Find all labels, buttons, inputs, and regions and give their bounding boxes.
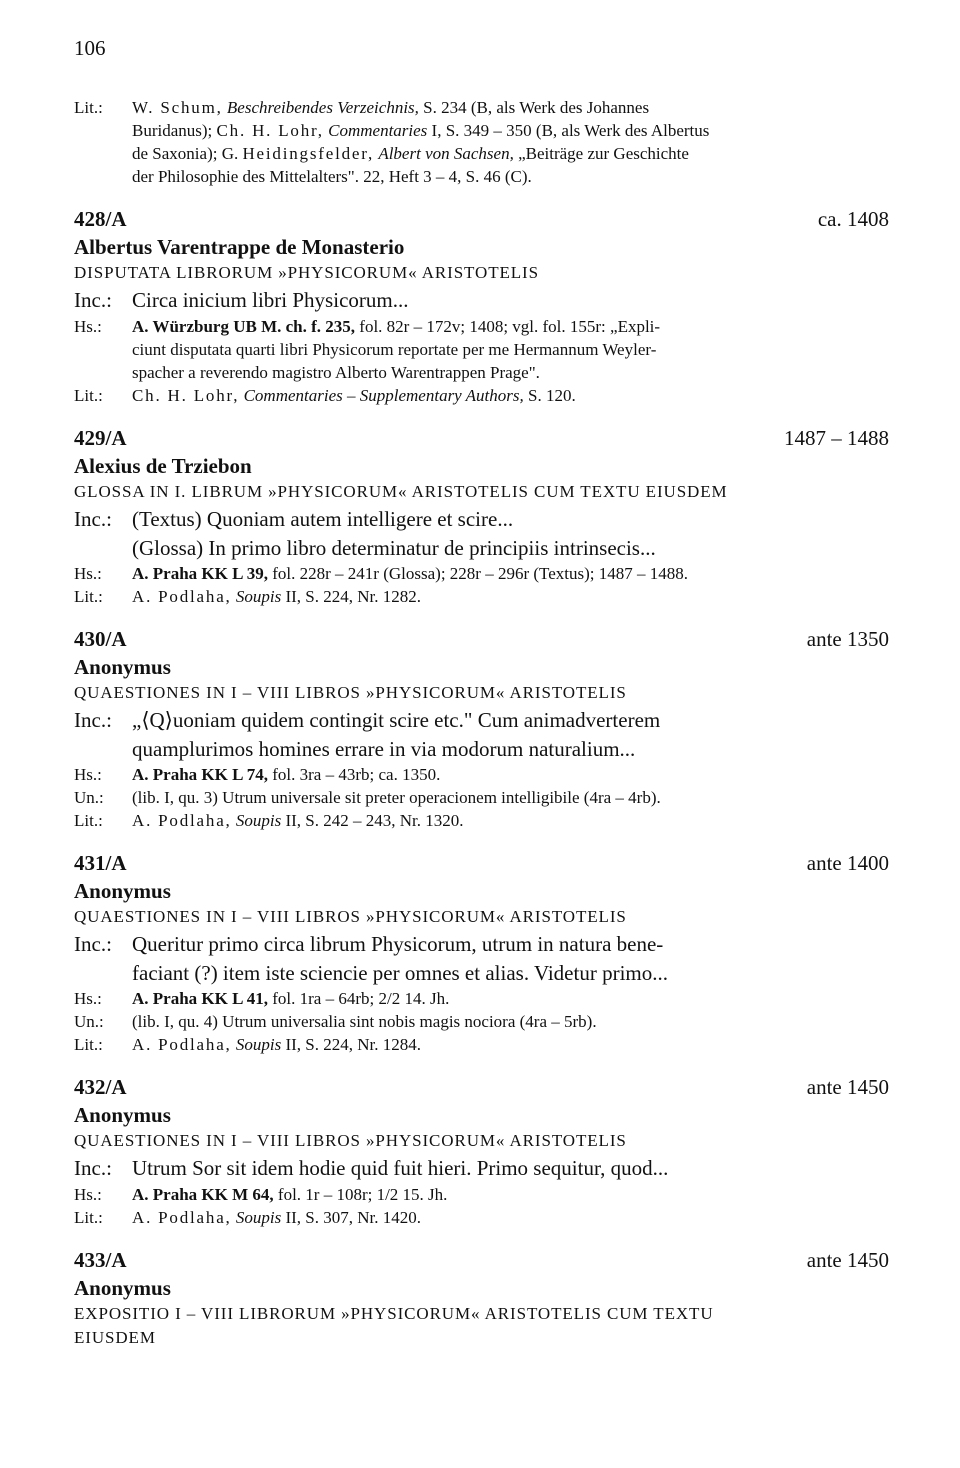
- entry-number: 432/A: [74, 1075, 127, 1099]
- lit-line: [74, 809, 889, 832]
- entry-author: Albertus Varentrappe de Monasterio: [74, 235, 405, 259]
- incipit-text: Circa inicium libri Physicorum...: [132, 288, 409, 312]
- entry-author: Anonymus: [74, 1103, 171, 1127]
- entry-header: [74, 626, 889, 653]
- incipit-continuation: (Glossa) In primo libro determinatur de principiis intrinsecis...: [132, 536, 656, 560]
- incipit-line: [74, 285, 889, 315]
- lit-label: Lit.:: [74, 811, 103, 830]
- lit-line: [74, 384, 889, 407]
- manuscript-line: [74, 1183, 889, 1206]
- entry-date: ante 1350: [806, 627, 889, 651]
- intro-literature: [74, 96, 889, 188]
- manuscript-shelfmark: A. Würzburg UB M. ch. f. 235,: [132, 317, 356, 336]
- work-title: Beschreibendes Verzeichnis,: [226, 98, 419, 117]
- incipit-continuation: faciant (?) item iste sciencie per omnes et alias. Videtur primo...: [132, 961, 668, 985]
- work-title: Commentaries: [328, 121, 428, 140]
- entry-date: ca. 1408: [817, 207, 889, 231]
- manuscript-line: [74, 562, 889, 585]
- entry-title-continuation: EIUSDEM: [74, 1328, 156, 1347]
- author-name: A. Podlaha,: [132, 1208, 232, 1227]
- lit-line: [74, 1033, 889, 1056]
- lit-continuation: der Philosophie des Mittelalters". 22, Heft 3 – 4, S. 46 (C).: [132, 167, 532, 186]
- lit-continuation: de Saxonia); G. Heidingsfelder, Albert von Sachsen, „Beiträge zur Geschichte: [132, 144, 689, 163]
- un-label: Un.:: [74, 788, 104, 807]
- author-name: W. Schum,: [132, 98, 223, 117]
- entry-date: ante 1450: [806, 1075, 889, 1099]
- work-title: Soupis: [235, 1035, 282, 1054]
- manuscript-continuation: spacher a reverendo magistro Alberto Warentrappen Prage".: [132, 363, 540, 382]
- inc-label: Inc.:: [74, 932, 112, 956]
- entry-432: [74, 1074, 889, 1229]
- incipit-text: Utrum Sor sit idem hodie quid fuit hieri. Primo sequitur, quod...: [132, 1156, 669, 1180]
- question-text: (lib. I, qu. 4) Utrum universalia sint nobis magis nociora (4ra – 5rb).: [132, 1012, 597, 1031]
- question-text: (lib. I, qu. 3) Utrum universale sit preter operacionem intelligibile (4ra – 4rb).: [132, 788, 661, 807]
- author-name: A. Podlaha,: [132, 811, 232, 830]
- lit-label: Lit.:: [74, 386, 103, 405]
- incipit-text: Queritur primo circa librum Physicorum, utrum in natura bene-: [132, 932, 664, 956]
- lit-label: Lit.:: [74, 1208, 103, 1227]
- question-line: [74, 786, 889, 809]
- entry-title: GLOSSA IN I. LIBRUM »PHYSICORUM« ARISTOTELIS CUM TEXTU EIUSDEM: [74, 482, 728, 501]
- incipit-line: [74, 929, 889, 959]
- reference: II, S. 224, Nr. 1282.: [285, 587, 421, 606]
- work-title: Soupis: [235, 811, 282, 830]
- manuscript-continuation: ciunt disputata quarti libri Physicorum reportate per me Hermannum Weyler-: [132, 340, 657, 359]
- manuscript-details: fol. 82r – 172v; 1408; vgl. fol. 155r: „Expli-: [359, 317, 661, 336]
- work-title: Soupis: [235, 1208, 282, 1227]
- incipit-text: (Textus) Quoniam autem intelligere et scire...: [132, 507, 514, 531]
- reference: S. 234 (B, als Werk des Johannes: [423, 98, 650, 117]
- lit-label: Lit.:: [74, 1035, 103, 1054]
- incipit-text: „⟨Q⟩uoniam quidem contingit scire etc." Cum animadverterem: [132, 708, 661, 732]
- hs-label: Hs.:: [74, 317, 102, 336]
- manuscript-line: [74, 987, 889, 1010]
- reference: II, S. 307, Nr. 1420.: [285, 1208, 421, 1227]
- entry-number: 429/A: [74, 426, 127, 450]
- entry-number: 433/A: [74, 1248, 127, 1272]
- hs-label: Hs.:: [74, 765, 102, 784]
- entry-date: ante 1450: [806, 1248, 889, 1272]
- manuscript-shelfmark: A. Praha KK L 39,: [132, 564, 269, 583]
- entry-title: QUAESTIONES IN I – VIII LIBROS »PHYSICORUM« ARISTOTELIS: [74, 1131, 627, 1150]
- reference: II, S. 242 – 243, Nr. 1320.: [285, 811, 464, 830]
- un-label: Un.:: [74, 1012, 104, 1031]
- reference: I, S. 349 – 350 (B, als Werk des Albertus: [431, 121, 710, 140]
- manuscript-line: [74, 763, 889, 786]
- incipit-line: [74, 1153, 889, 1183]
- reference: II, S. 224, Nr. 1284.: [285, 1035, 421, 1054]
- incipit-line: [74, 504, 889, 534]
- hs-label: Hs.:: [74, 1185, 102, 1204]
- author-name: A. Podlaha,: [132, 1035, 232, 1054]
- entry-number: 430/A: [74, 627, 127, 651]
- manuscript-details: fol. 3ra – 43rb; ca. 1350.: [272, 765, 441, 784]
- hs-label: Hs.:: [74, 564, 102, 583]
- author-name: A. Podlaha,: [132, 587, 232, 606]
- manuscript-details: fol. 228r – 241r (Glossa); 228r – 296r (Textus); 1487 – 1488.: [272, 564, 688, 583]
- entry-date: ante 1400: [806, 851, 889, 875]
- inc-label: Inc.:: [74, 708, 112, 732]
- entry-number: 428/A: [74, 207, 127, 231]
- entry-header: [74, 850, 889, 877]
- lit-label: Lit.:: [74, 98, 103, 117]
- entry-header: [74, 1074, 889, 1101]
- entry-433: [74, 1247, 889, 1350]
- work-title: Commentaries – Supplementary Authors,: [243, 386, 524, 405]
- incipit-continuation: quamplurimos homines errare in via modorum naturalium...: [132, 737, 636, 761]
- reference: „Beiträge zur Geschichte: [518, 144, 689, 163]
- entry-author: Anonymus: [74, 1276, 171, 1300]
- inc-label: Inc.:: [74, 288, 112, 312]
- page-body: [74, 96, 889, 1350]
- entry-header: [74, 1247, 889, 1274]
- lit-label: Lit.:: [74, 587, 103, 606]
- page-number: 106: [74, 36, 106, 60]
- entry-author: Anonymus: [74, 655, 171, 679]
- lit-continuation: Buridanus); Ch. H. Lohr, Commentaries I, S. 349 – 350 (B, als Werk des Albertus: [132, 121, 710, 140]
- entry-header: [74, 206, 889, 233]
- work-title: Albert von Sachsen,: [378, 144, 514, 163]
- entry-429: [74, 425, 889, 608]
- hs-label: Hs.:: [74, 989, 102, 1008]
- manuscript-shelfmark: A. Praha KK M 64,: [132, 1185, 274, 1204]
- manuscript-line: [74, 315, 889, 338]
- incipit-line: [74, 705, 889, 735]
- entry-author: Anonymus: [74, 879, 171, 903]
- entry-number: 431/A: [74, 851, 127, 875]
- question-line: [74, 1010, 889, 1033]
- author-name: Ch. H. Lohr,: [132, 386, 240, 405]
- manuscript-shelfmark: A. Praha KK L 74,: [132, 765, 269, 784]
- author-name: Heidingsfelder,: [242, 144, 375, 163]
- entry-date: 1487 – 1488: [784, 426, 889, 450]
- inc-label: Inc.:: [74, 1156, 112, 1180]
- inc-label: Inc.:: [74, 507, 112, 531]
- entry-title: QUAESTIONES IN I – VIII LIBROS »PHYSICORUM« ARISTOTELIS: [74, 907, 627, 926]
- entry-title: DISPUTATA LIBRORUM »PHYSICORUM« ARISTOTELIS: [74, 263, 539, 282]
- lit-line: [74, 1206, 889, 1229]
- entry-431: [74, 850, 889, 1056]
- manuscript-details: fol. 1r – 108r; 1/2 15. Jh.: [277, 1185, 448, 1204]
- manuscript-shelfmark: A. Praha KK L 41,: [132, 989, 269, 1008]
- manuscript-details: fol. 1ra – 64rb; 2/2 14. Jh.: [272, 989, 450, 1008]
- author-name: Ch. H. Lohr,: [216, 121, 324, 140]
- entry-header: [74, 425, 889, 452]
- lit-line: [74, 585, 889, 608]
- entry-title: EXPOSITIO I – VIII LIBRORUM »PHYSICORUM« ARISTOTELIS CUM TEXTU: [74, 1304, 714, 1323]
- entry-428: [74, 206, 889, 407]
- entry-title: QUAESTIONES IN I – VIII LIBROS »PHYSICORUM« ARISTOTELIS: [74, 683, 627, 702]
- reference: S. 120.: [528, 386, 576, 405]
- entry-author: Alexius de Trziebon: [74, 454, 252, 478]
- entry-430: [74, 626, 889, 832]
- lit-line: [74, 96, 889, 119]
- work-title: Soupis: [235, 587, 282, 606]
